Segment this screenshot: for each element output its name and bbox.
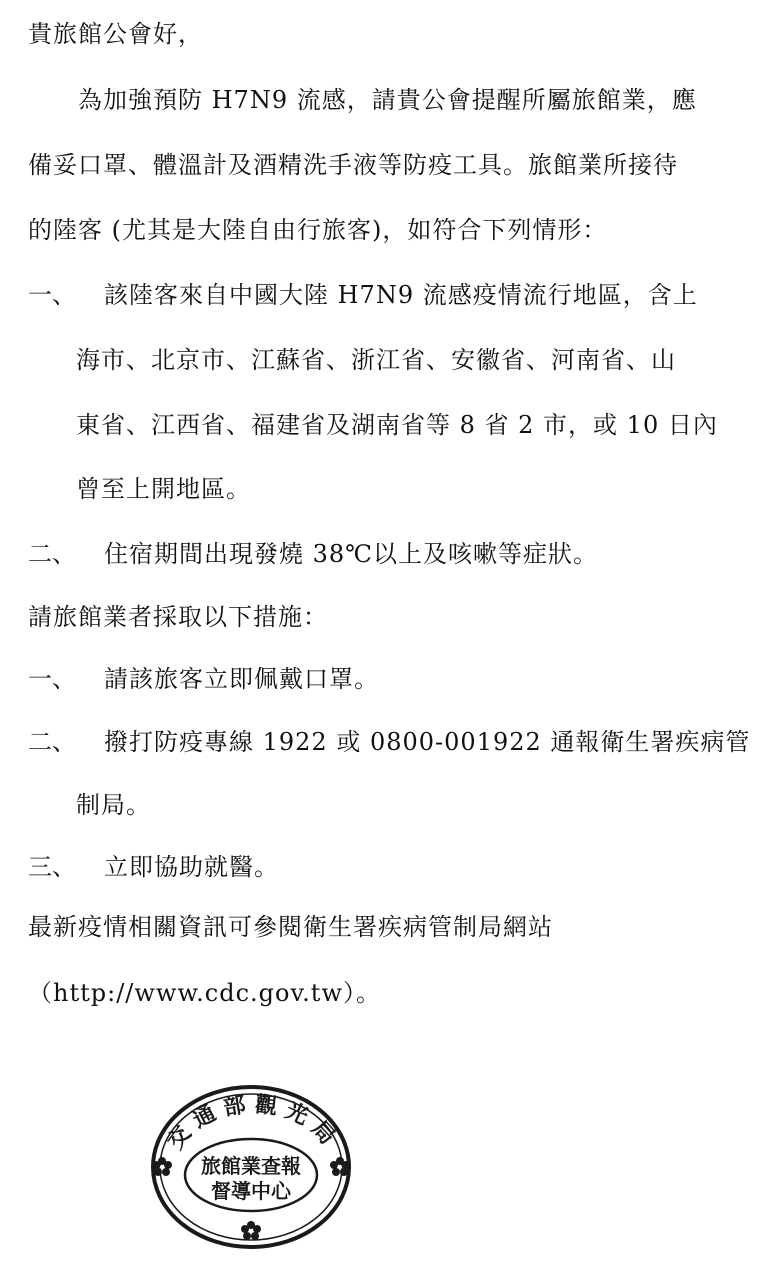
list-item-line: 立即協助就醫。 xyxy=(104,853,279,881)
list-item-line: 海市、北京市、江蘇省、浙江省、安徽省、河南省、山 xyxy=(76,346,676,374)
seal-inner-text-2: 督導中心 xyxy=(211,1179,291,1203)
list-item-line: 制局。 xyxy=(76,791,151,819)
list-item-line: 撥打防疫專線 1922 或 0800-001922 通報衛生署疾病管 xyxy=(104,728,751,756)
paragraph-line: 備妥口罩、體溫計及酒精洗手液等防疫工具。旅館業所接待 xyxy=(28,151,678,179)
seal-outer-text: 交 通 部 觀 光 局 xyxy=(162,1091,341,1155)
list-number: 一、 xyxy=(28,281,76,309)
seal-inner-text-1: 旅館業查報 xyxy=(201,1154,301,1178)
official-seal-stamp xyxy=(140,1075,362,1255)
list-number: 三、 xyxy=(28,853,76,881)
list-number: 二、 xyxy=(28,540,76,568)
list-item-line: 東省、江西省、福建省及湖南省等 8 省 2 市，或 10 日內 xyxy=(76,411,718,439)
footer-link-text: （http://www.cdc.gov.tw）。 xyxy=(28,979,381,1007)
footer-line: 最新疫情相關資訊可參閱衛生署疾病管制局網站 xyxy=(28,913,553,941)
list-number: 一、 xyxy=(28,665,76,693)
list-item-line: 該陸客來自中國大陸 H7N9 流感疫情流行地區，含上 xyxy=(104,281,698,309)
list-item-line: 曾至上開地區。 xyxy=(76,475,251,503)
paragraph-line: 為加強預防 H7N9 流感，請貴公會提醒所屬旅館業，應 xyxy=(78,86,697,114)
paragraph-line: 的陸客 (尤其是大陸自由行旅客)，如符合下列情形： xyxy=(28,216,608,244)
measures-intro: 請旅館業者採取以下措施： xyxy=(28,603,328,631)
plum-blossom-icon xyxy=(241,1221,261,1240)
list-item-line: 住宿期間出現發燒 38℃以上及咳嗽等症狀。 xyxy=(104,540,599,568)
greeting: 貴旅館公會好， xyxy=(28,20,203,48)
list-item-line: 請該旅客立即佩戴口罩。 xyxy=(104,665,379,693)
list-number: 二、 xyxy=(28,728,76,756)
